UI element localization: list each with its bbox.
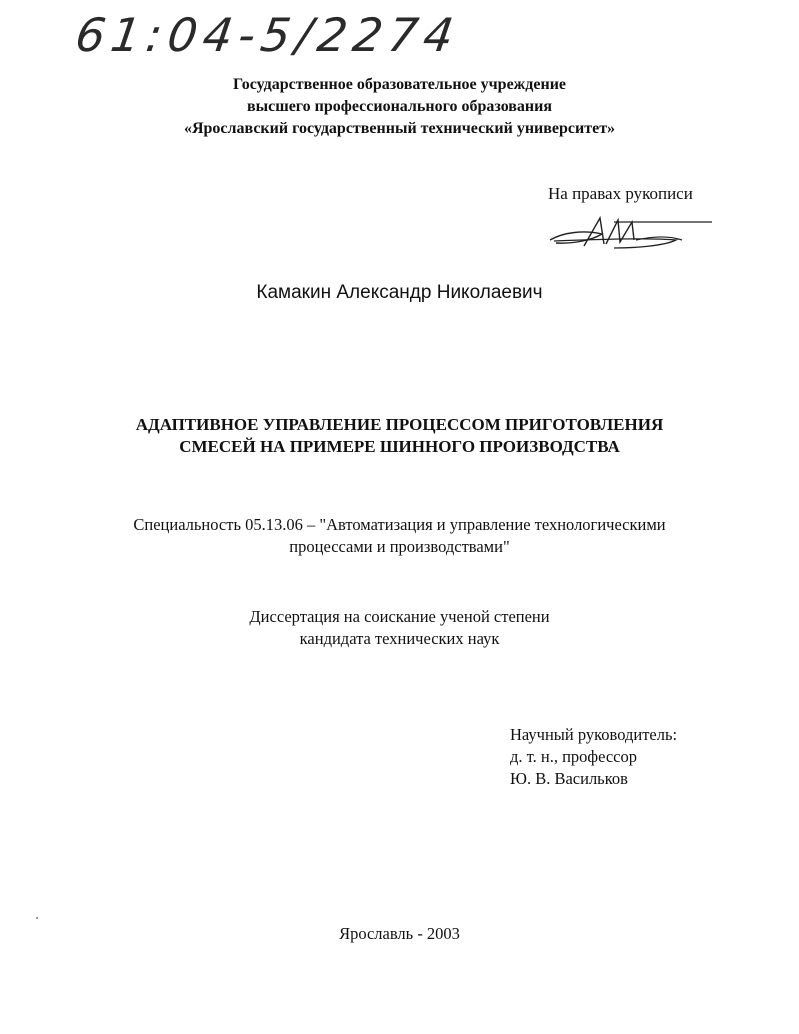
dissertation-line-2: кандидата технических наук: [299, 629, 500, 648]
supervisor-degree: д. т. н., профессор: [510, 747, 637, 766]
dissertation-degree-block: [0, 606, 799, 650]
specialty-line-2: процессами и производствами": [289, 537, 510, 556]
specialty-block: [0, 514, 799, 558]
institution-line-2: высшего профессионального образования: [246, 98, 553, 115]
institution-line-1: Государственное образовательное учреждение: [232, 76, 567, 93]
scan-speck: [36, 917, 38, 919]
manuscript-rights-note: На правах рукописи: [548, 184, 693, 203]
institution-line-3: «Ярославский государственный технический университет»: [183, 120, 616, 137]
institution-header: [0, 74, 799, 140]
supervisor-name: Ю. В. Васильков: [510, 769, 628, 788]
handwritten-archive-code: [70, 8, 490, 70]
specialty-line-1: Специальность 05.13.06 – "Автоматизация и управление технологическими: [133, 515, 666, 534]
title-line-1: АДАПТИВНОЕ УПРАВЛЕНИЕ ПРОЦЕССОМ ПРИГОТОВЛЕНИЯ: [135, 415, 664, 434]
dissertation-line-1: Диссертация на соискание ученой степени: [249, 607, 550, 626]
supervisor-block: [510, 724, 677, 790]
signature-icon: [544, 210, 716, 256]
title-line-2: СМЕСЕЙ НА ПРИМЕРЕ ШИННОГО ПРОИЗВОДСТВА: [179, 437, 620, 456]
handwritten-code-text: 61:04-5/2274: [72, 8, 463, 62]
dissertation-title: [0, 414, 799, 458]
author-name: Камакин Александр Николаевич: [256, 282, 543, 303]
supervisor-label: Научный руководитель:: [510, 725, 678, 744]
place-and-year: Ярославль - 2003: [339, 924, 460, 943]
